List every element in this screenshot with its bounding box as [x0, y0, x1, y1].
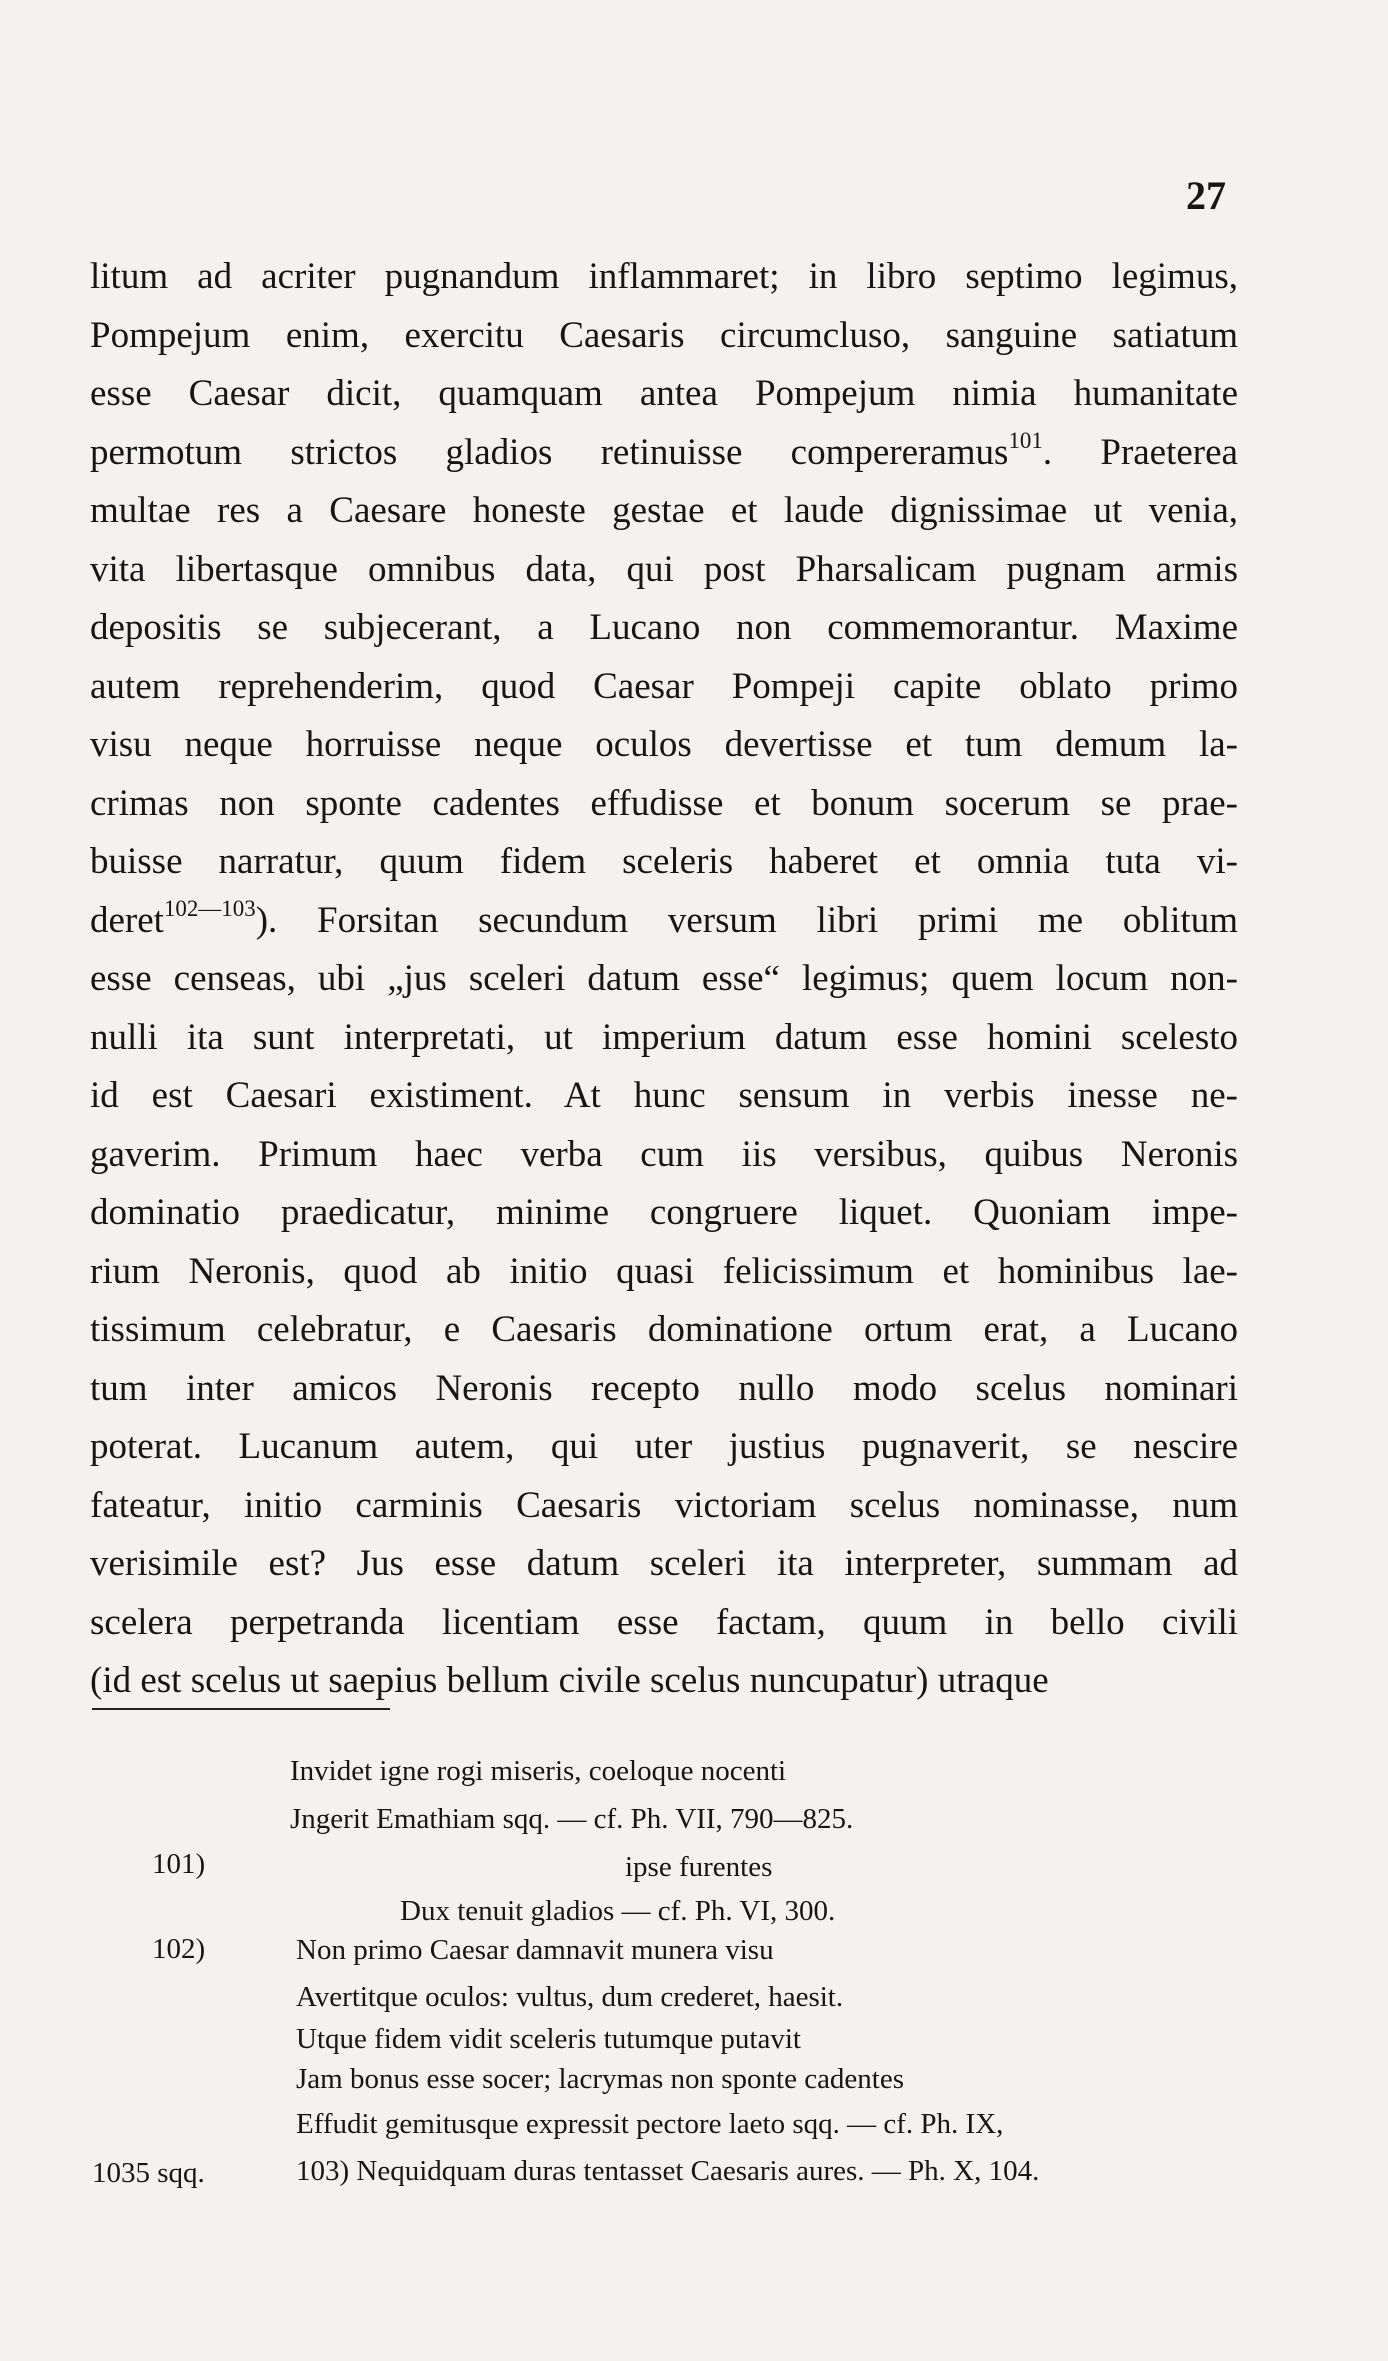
footnote-102-line-1: Non primo Caesar damnavit munera visu	[296, 1934, 774, 1966]
footnote-101-line-4: Dux tenuit gladios — cf. Ph. VI, 300.	[400, 1895, 836, 1927]
footnote-ref-101: 101	[1008, 427, 1043, 453]
text-line-22: fateatur, initio carminis Caesaris victoriam scelus nominasse, num	[90, 1484, 1238, 1526]
text-line-2: Pompejum enim, exercitu Caesaris circumcluso, sanguine satiatum	[90, 314, 1238, 356]
text-line-14: nulli ita sunt interpretati, ut imperium datum esse homini scelesto	[90, 1016, 1238, 1058]
text-line-4-tail: . Praeterea	[1042, 431, 1238, 473]
text-line-3: esse Caesar dicit, quamquam antea Pompejum nimia humanitate	[90, 373, 1238, 414]
text-line-18: rium Neronis, quod ab initio quasi felicissimum et hominibus lae-	[90, 1250, 1238, 1292]
text-line-8: autem reprehenderim, quod Caesar Pompeji capite oblato primo	[90, 665, 1238, 707]
footnote-103: 103) Nequidquam duras tentasset Caesaris aures. — Ph. X, 104.	[296, 2155, 1040, 2187]
footnote-101-line-2: Jngerit Emathiam sqq. — cf. Ph. VII, 790—825.	[290, 1803, 854, 1835]
footnote-ref-102-103: 102—103	[163, 895, 256, 921]
footnote-mark-101: 101)	[152, 1848, 206, 1880]
text-line-12	[90, 892, 1238, 951]
text-line-1: litum ad acriter pugnandum inflammaret; in libro septimo legimus,	[90, 256, 1238, 297]
footnote-rule	[92, 1708, 390, 1710]
footnote-102-line-6: 1035 sqq.	[92, 2157, 205, 2189]
footnote-mark-102: 102)	[152, 1933, 206, 1965]
text-line-10: crimas non sponte cadentes effudisse et bonum socerum se prae-	[90, 782, 1238, 824]
footnote-102-line-2: Avertitque oculos: vultus, dum crederet, haesit.	[296, 1981, 844, 2013]
text-line-4-main: permotum strictos gladios retinuisse compereramus	[90, 431, 1009, 473]
text-line-15: id est Caesari existiment. At hunc sensum in verbis inesse ne-	[90, 1075, 1238, 1116]
text-line-12-tail: ). Forsitan secundum versum libri primi me oblitum	[255, 899, 1238, 941]
text-line-21: poterat. Lucanum autem, qui uter justius pugnaverit, se nescire	[90, 1426, 1238, 1467]
body-text	[90, 248, 1238, 1711]
text-line-9: visu neque horruisse neque oculos devertisse et tum demum la-	[90, 724, 1238, 765]
text-line-17: dominatio praedicatur, minime congruere liquet. Quoniam impe-	[90, 1192, 1238, 1233]
text-line-6: vita libertasque omnibus data, qui post Pharsalicam pugnam armis	[90, 548, 1238, 590]
footnote-102-line-4: Jam bonus esse socer; lacrymas non sponte cadentes	[296, 2063, 905, 2095]
text-line-16: gaverim. Primum haec verba cum iis versibus, quibus Neronis	[90, 1133, 1238, 1175]
text-line-25: (id est scelus ut saepius bellum civile scelus nuncupatur) utraque	[90, 1660, 1049, 1701]
text-line-19: tissimum celebratur, e Caesaris dominatione ortum erat, a Lucano	[90, 1309, 1238, 1350]
footnote-101-line-3: ipse furentes	[625, 1851, 773, 1883]
footnote-102-line-3: Utque fidem vidit sceleris tutumque putavit	[296, 2023, 801, 2055]
text-line-4	[90, 424, 1238, 483]
text-line-23: verisimile est? Jus esse datum sceleri ita interpreter, summam ad	[90, 1543, 1238, 1584]
text-line-11: buisse narratur, quum fidem sceleris haberet et omnia tuta vi-	[90, 841, 1238, 882]
text-line-5: multae res a Caesare honeste gestae et laude dignissimae ut venia,	[90, 490, 1238, 531]
text-line-7: depositis se subjecerant, a Lucano non commemorantur. Maxime	[90, 607, 1238, 648]
text-line-13: esse censeas, ubi „jus sceleri datum esse“ legimus; quem locum non-	[90, 958, 1238, 999]
text-line-24: scelera perpetranda licentiam esse factam, quum in bello civili	[90, 1601, 1238, 1643]
text-line-20: tum inter amicos Neronis recepto nullo modo scelus nominari	[90, 1367, 1238, 1409]
footnote-102-line-5: Effudit gemitusque expressit pectore laeto sqq. — cf. Ph. IX,	[296, 2108, 1004, 2140]
footnote-101-line-1: Invidet igne rogi miseris, coeloque nocenti	[290, 1755, 787, 1787]
text-line-12-main: deret	[90, 899, 164, 941]
page-number: 27	[1186, 173, 1226, 218]
